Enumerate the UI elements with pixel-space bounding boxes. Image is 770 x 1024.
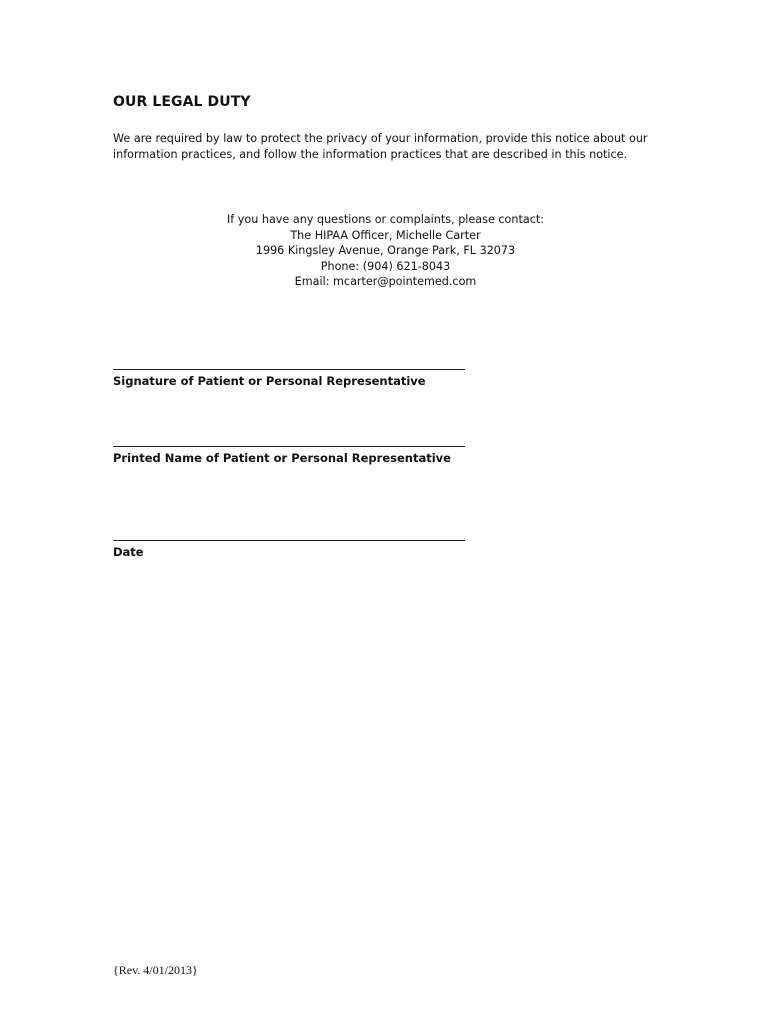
contact-officer: The HIPAA Officer, Michelle Carter [290,228,481,242]
intro-line-1: We are required by law to protect the privacy of your information, provide this notice about our [113,132,648,145]
date-field[interactable] [113,540,473,559]
signature-line[interactable] [113,369,465,370]
revision-note: {Rev. 4/01/2013} [113,963,198,977]
printed-name-field[interactable] [113,446,473,465]
contact-address: 1996 Kingsley Avenue, Orange Park, FL 32073 [255,244,516,257]
contact-email: Email: mcarter@pointemed.com [294,275,477,288]
printed-name-label: Printed Name of Patient or Personal Representative [113,451,451,465]
intro-paragraph [113,131,673,163]
signature-field[interactable] [113,369,473,388]
signature-label: Signature of Patient or Personal Representative [113,374,426,388]
contact-intro: If you have any questions or complaints, please contact: [226,213,545,226]
date-label: Date [113,545,144,559]
intro-line-2: information practices, and follow the information practices that are described in this notice. [113,148,628,161]
contact-block [113,212,658,290]
printed-name-line[interactable] [113,446,465,447]
contact-phone: Phone: (904) 621-8043 [320,259,451,273]
date-line[interactable] [113,540,465,541]
section-heading: OUR LEGAL DUTY [113,94,251,110]
